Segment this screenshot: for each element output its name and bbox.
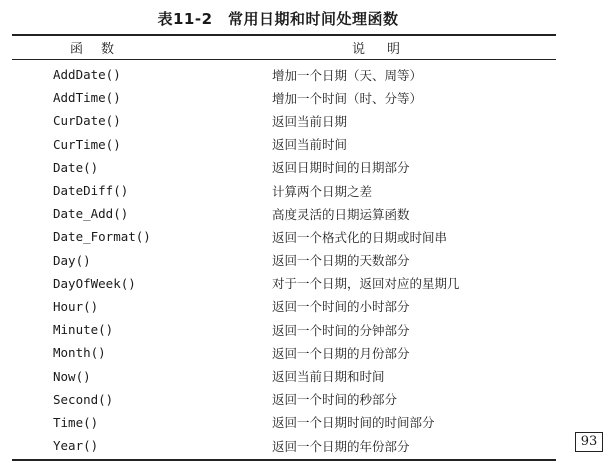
table-row (12, 272, 556, 295)
function-description: 返回一个日期的天数部分 (272, 253, 410, 269)
function-name: AddTime() (53, 90, 121, 106)
function-name: Time() (53, 414, 99, 430)
table-row (12, 364, 556, 387)
function-name: Year() (53, 438, 99, 454)
function-description: 返回一个时间的分钟部分 (272, 322, 410, 338)
function-name: CurTime() (53, 136, 121, 152)
function-name: Hour() (53, 298, 99, 314)
table-row (12, 86, 556, 109)
table-row (12, 202, 556, 225)
function-description: 返回一个日期的年份部分 (272, 438, 410, 454)
table-row (12, 249, 556, 272)
function-name: DateDiff() (53, 183, 129, 199)
table-body (12, 60, 556, 459)
table-caption: 表11-2 常用日期和时间处理函数 (157, 10, 399, 28)
table-header-row (12, 36, 556, 60)
function-name: Date_Add() (53, 206, 129, 222)
function-name: Minute() (53, 322, 114, 338)
function-name: Date() (53, 159, 99, 175)
function-description: 返回一个日期的月份部分 (272, 345, 410, 361)
function-name: Day() (53, 252, 91, 268)
function-description: 增加一个日期（天、周等） (272, 67, 423, 83)
function-description: 返回当前日期和时间 (272, 369, 385, 385)
function-description: 返回一个格式化的日期或时间串 (272, 229, 448, 245)
function-description: 增加一个时间（时、分等） (272, 90, 423, 106)
table-row (12, 63, 556, 86)
function-name: DayOfWeek() (53, 275, 136, 291)
function-name: Now() (53, 368, 91, 384)
header-description: 说明 (352, 42, 423, 57)
function-description: 计算两个日期之差 (272, 183, 373, 199)
function-description: 返回一个日期时间的时间部分 (272, 415, 435, 431)
table-row (12, 179, 556, 202)
table-row (12, 225, 556, 248)
function-name: AddDate() (53, 67, 121, 83)
table-row (12, 388, 556, 411)
page-number: 93 (575, 432, 603, 452)
function-name: Date_Format() (53, 229, 151, 245)
function-description: 返回一个时间的秒部分 (272, 392, 398, 408)
table-row (12, 109, 556, 132)
function-description: 返回当前时间 (272, 137, 348, 153)
table-row (12, 133, 556, 156)
function-description: 返回日期时间的日期部分 (272, 160, 410, 176)
function-description: 返回一个时间的小时部分 (272, 299, 410, 315)
table-row (12, 295, 556, 318)
table-row (12, 341, 556, 364)
date-time-functions-table (12, 34, 556, 461)
table-row (12, 411, 556, 434)
function-name: CurDate() (53, 113, 121, 129)
function-description: 返回当前日期 (272, 113, 348, 129)
table-row (12, 318, 556, 341)
header-function: 函数 (70, 42, 133, 57)
function-name: Second() (53, 391, 114, 407)
function-description: 高度灵活的日期运算函数 (272, 206, 410, 222)
table-row (12, 156, 556, 179)
function-name: Month() (53, 345, 106, 361)
table-row (12, 434, 556, 457)
function-description: 对于一个日期，返回对应的星期几 (272, 276, 460, 292)
